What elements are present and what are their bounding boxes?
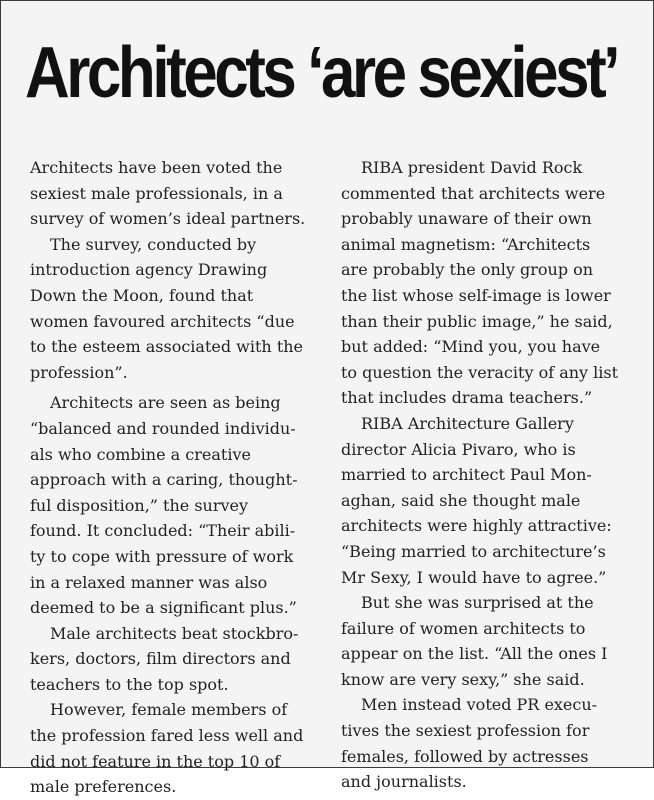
text-line: married to architect Paul Mon-: [341, 465, 592, 485]
text-line: ful disposition,” the survey: [30, 495, 249, 515]
text-line: introduction agency Drawing: [30, 260, 268, 280]
headline: Architects ‘are sexiest’: [25, 33, 618, 113]
text-line: “balanced and rounded individu-: [30, 418, 296, 438]
text-line: are probably the only group on: [341, 260, 594, 280]
paragraph: [30, 621, 324, 698]
text-line: that includes drama teachers.”: [341, 388, 593, 408]
text-line: However, female members of: [50, 700, 288, 720]
text-line: Male architects beat stockbro-: [50, 623, 299, 643]
right-column: [341, 155, 635, 795]
text-line: failure of women architects to: [341, 618, 586, 638]
text-line: females, followed by actresses: [341, 746, 589, 766]
text-line: profession”.: [30, 362, 128, 382]
paragraph: [341, 590, 635, 692]
text-line: than their public image,” he said,: [341, 311, 613, 331]
text-line: male preferences.: [30, 777, 177, 797]
text-line: sexiest male professionals, in a: [30, 183, 283, 203]
text-line: in a relaxed manner was also: [30, 572, 268, 592]
text-line: teachers to the top spot.: [30, 674, 229, 694]
paragraph: [341, 411, 635, 590]
text-line: survey of women’s ideal partners.: [30, 209, 306, 229]
text-line: approach with a caring, thought-: [30, 470, 298, 490]
text-line: to the esteem associated with the: [30, 337, 304, 357]
text-line: commented that architects were: [341, 183, 606, 203]
paragraph: [30, 155, 324, 232]
text-line: RIBA president David Rock: [361, 158, 583, 177]
text-line: and journalists.: [341, 772, 467, 792]
paragraph: [341, 155, 635, 411]
text-line: appear on the list. “All the ones I: [341, 644, 608, 664]
left-column: [30, 155, 324, 800]
text-line: women favoured architects “due: [30, 311, 295, 331]
text-line: Down the Moon, found that: [30, 285, 254, 305]
text-line: to question the veracity of any list: [341, 362, 619, 382]
text-line: know are very sexy,” she said.: [341, 669, 585, 689]
text-line: did not feature in the top 10 of: [30, 751, 281, 771]
text-line: probably unaware of their own: [341, 209, 592, 229]
paragraph: [30, 390, 324, 620]
text-line: Architects have been voted the: [30, 158, 283, 177]
text-line: the profession fared less well and: [30, 726, 304, 746]
paragraph: [30, 232, 324, 386]
text-line: Architects are seen as being: [50, 393, 281, 413]
text-line: “Being married to architecture’s: [341, 541, 606, 561]
text-line: The survey, conducted by: [50, 234, 257, 254]
text-line: director Alicia Pivaro, who is: [341, 439, 576, 459]
text-line: found. It concluded: “Their abili-: [30, 521, 296, 541]
text-line: the list whose self-image is lower: [341, 285, 611, 305]
text-line: als who combine a creative: [30, 444, 251, 464]
text-line: aghan, said she thought male: [341, 490, 581, 510]
text-line: architects were highly attractive:: [341, 516, 612, 536]
text-line: kers, doctors, film directors and: [30, 649, 291, 669]
text-line: But she was surprised at the: [361, 593, 594, 613]
paragraph: [30, 697, 324, 799]
text-line: ty to cope with pressure of work: [30, 546, 294, 566]
text-line: but added: “Mind you, you have: [341, 337, 601, 357]
text-line: animal magnetism: “Architects: [341, 234, 591, 254]
text-line: deemed to be a significant plus.”: [30, 598, 297, 618]
text-line: Mr Sexy, I would have to agree.”: [341, 567, 607, 587]
text-line: tives the sexiest profession for: [341, 721, 590, 741]
text-line: RIBA Architecture Gallery: [361, 413, 574, 433]
paragraph: [341, 692, 635, 794]
text-line: Men instead voted PR execu-: [361, 695, 598, 715]
